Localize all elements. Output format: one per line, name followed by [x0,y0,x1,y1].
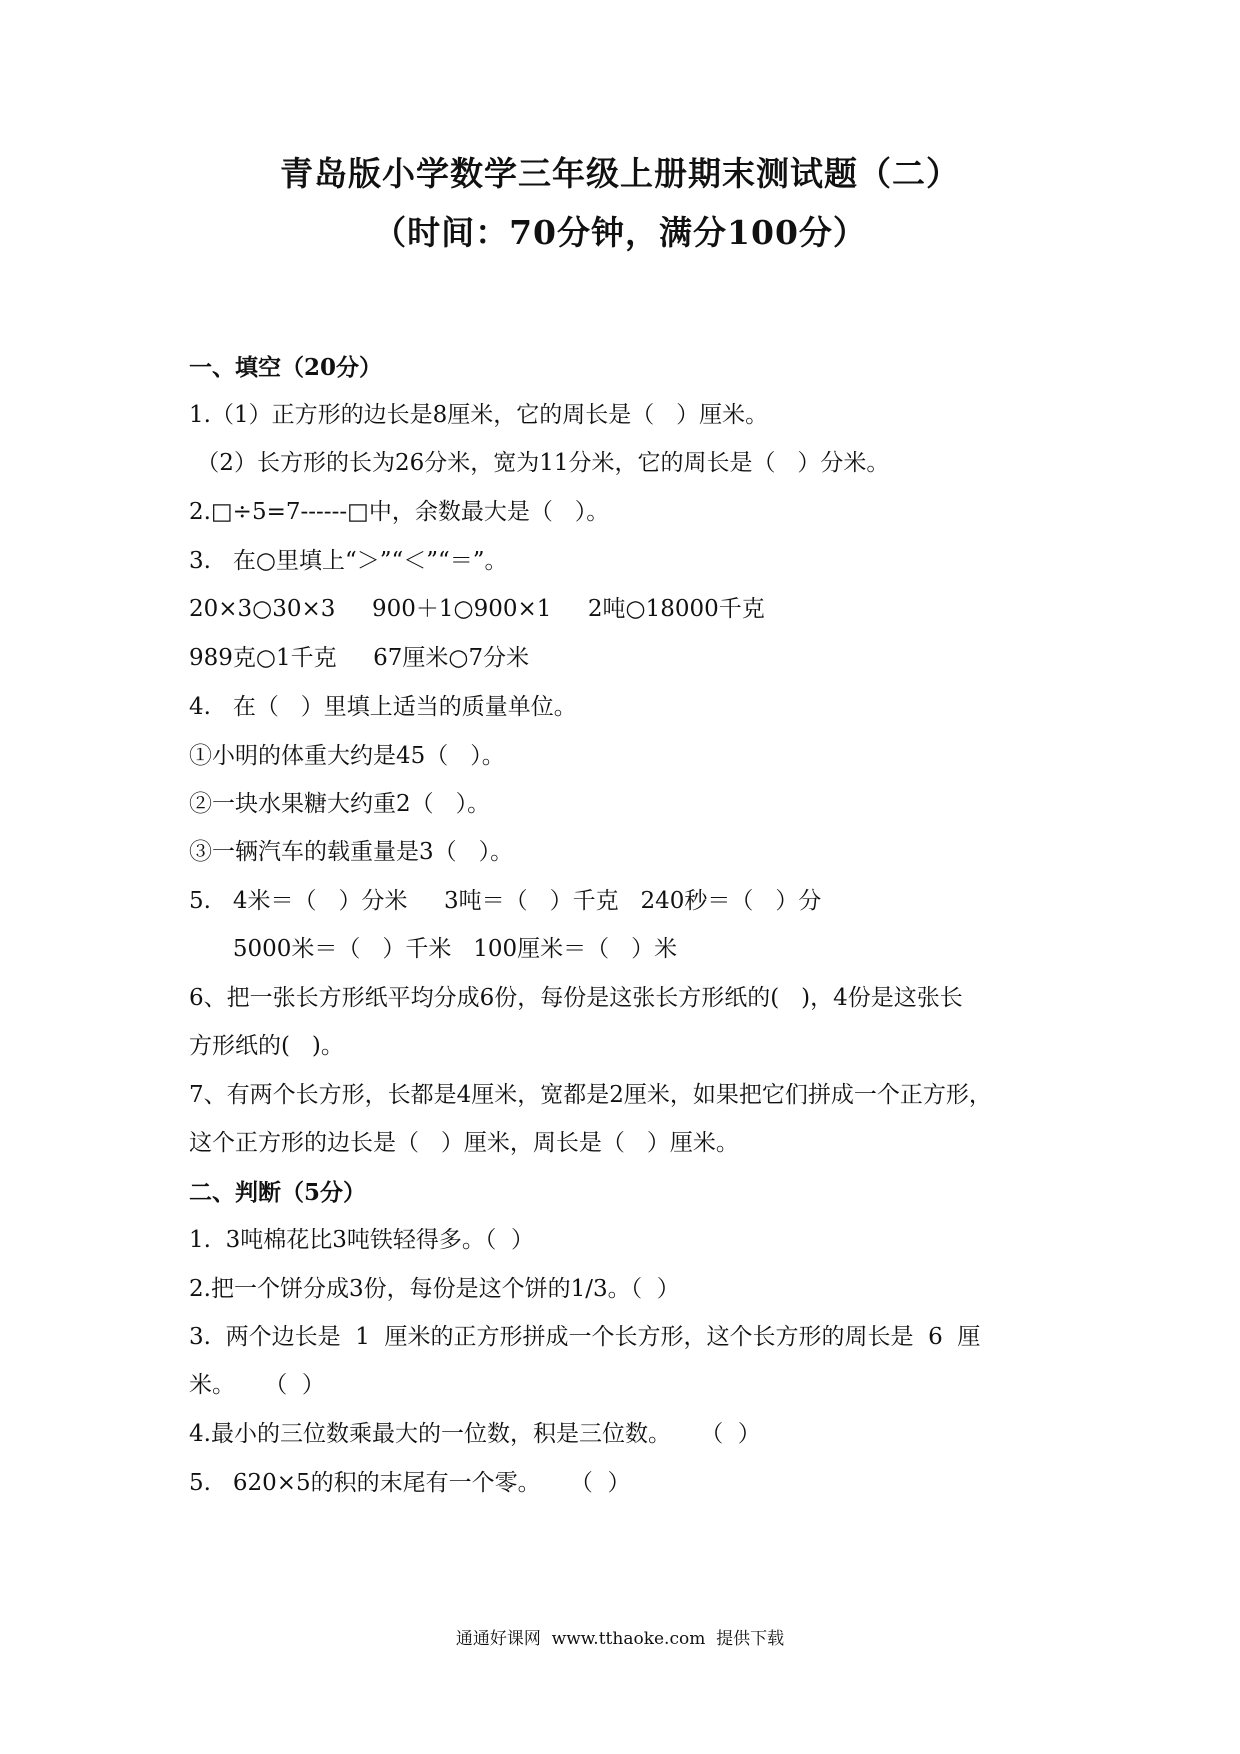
section-heading-fill-blank: 一、填空（20分） [189,354,383,381]
question-line: 3. 两个边长是 1 厘米的正方形拼成一个长方形，这个长方形的周长是 6 厘 [189,1324,981,1350]
question-line: 3. 在○里填上“＞”“＜”“＝”。 [189,548,508,574]
page-title: 青岛版小学数学三年级上册期末测试题（二） [280,154,960,193]
question-line: 这个正方形的边长是（ ）厘米，周长是（ ）厘米。 [189,1130,739,1156]
question-line: 7、有两个长方形，长都是4厘米，宽都是2厘米，如果把它们拼成一个正方形， [189,1082,992,1108]
question-line: 2.把一个饼分成3份，每份是这个饼的1/3。（ ） [189,1276,680,1302]
question-line: ②一块水果糖大约重2（ ）。 [189,791,491,817]
page-subtitle: （时间：70分钟，满分100分） [373,213,867,252]
question-line: 1.（1）正方形的边长是8厘米，它的周长是（ ）厘米。 [189,402,769,428]
question-line: 5. 620×5的积的末尾有一个零。 （ ） [189,1470,631,1496]
question-line: 20×3○30×3 900＋1○900×1 2吨○18000千克 [189,596,765,622]
question-line: 5. 4米＝（ ）分米 3吨＝（ ）千克 240秒＝（ ）分 [189,888,822,914]
question-line: 989克○1千克 67厘米○7分米 [189,645,530,671]
question-line: ①小明的体重大约是45（ ）。 [189,743,505,769]
question-line: 6、把一张长方形纸平均分成6份，每份是这张长方形纸的( )，4份是这张长 [189,985,963,1011]
question-line: 方形纸的( )。 [189,1033,344,1059]
question-line: 4.最小的三位数乘最大的一位数，积是三位数。 （ ） [189,1421,761,1447]
question-line: ③一辆汽车的载重量是3（ ）。 [189,839,514,865]
question-line: 2.□÷5=7------□中，余数最大是（ ）。 [189,499,610,525]
question-line: 5000米＝（ ）千米 100厘米＝（ ）米 [189,936,678,962]
question-line: 1. 3吨棉花比3吨铁轻得多。（ ） [189,1227,534,1253]
question-line: 米。 （ ） [189,1372,325,1398]
footer-credit: 通通好课网 www.tthaoke.com 提供下载 [455,1629,785,1649]
question-line: （2）长方形的长为26分米，宽为11分米，它的周长是（ ）分米。 [189,450,890,476]
question-line: 4. 在（ ）里填上适当的质量单位。 [189,694,577,720]
section-heading-true-false: 二、判断（5分） [189,1179,367,1206]
